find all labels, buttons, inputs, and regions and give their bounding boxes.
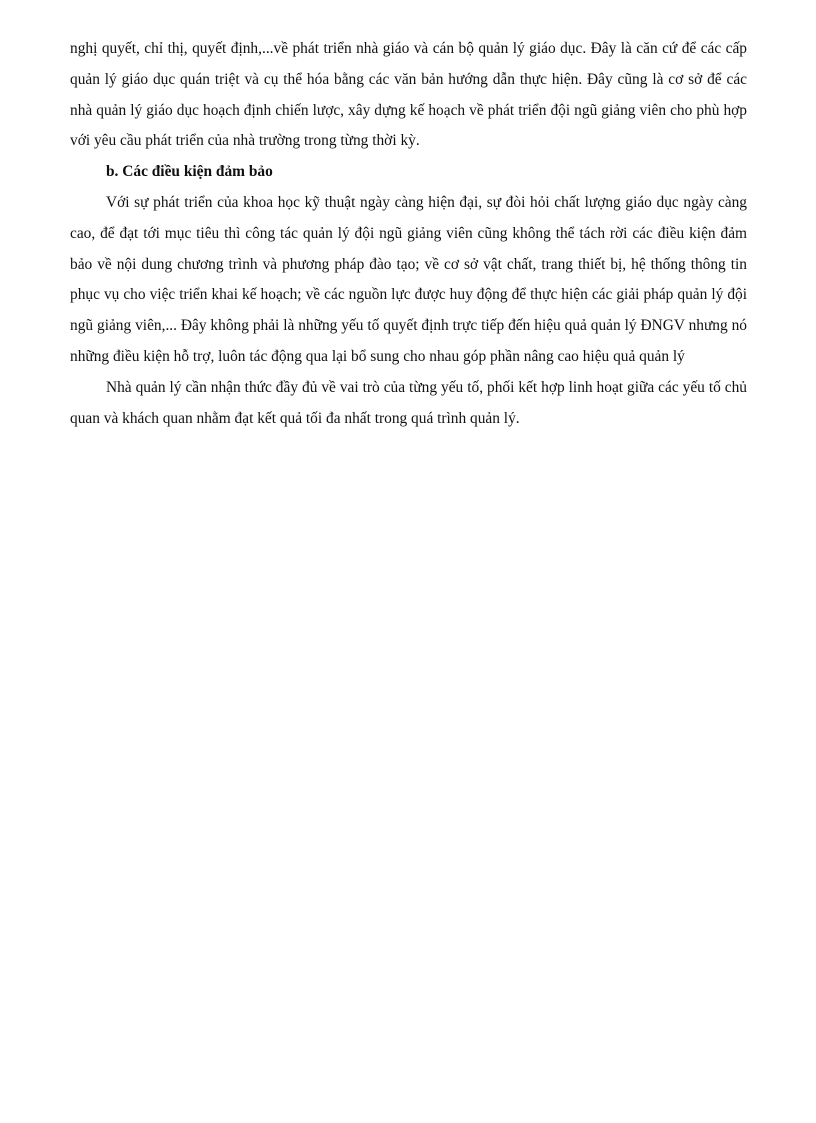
body-paragraph-continuation: nghị quyết, chỉ thị, quyết định,...về phát triển nhà giáo và cán bộ quản lý giáo dục. Đây là căn cứ để các cấp quản lý giáo dục quán triệt và cụ thể hóa bằng các văn bản hướng dẫn thực hiện. Đây cũng là cơ sở để các nhà quản lý giáo dục hoạch định chiến lược, xây dựng kế hoạch về phát triển đội ngũ giảng viên cho phù hợp với yêu cầu phát triển của nhà trường trong từng thời kỳ. bbox=[70, 40, 747, 150]
body-paragraph-conclusion: Nhà quản lý cần nhận thức đầy đủ về vai trò của từng yếu tố, phối kết hợp linh hoạt giữa các yếu tố chủ quan và khách quan nhằm đạt kết quả tối đa nhất trong quá trình quản lý. bbox=[70, 378, 747, 427]
section-heading-b: b. Các điều kiện đảm bảo bbox=[106, 163, 273, 181]
document-page bbox=[70, 34, 747, 434]
body-paragraph-conditions: Với sự phát triển của khoa học kỹ thuật ngày càng hiện đại, sự đòi hỏi chất lượng giáo dục ngày càng cao, để đạt tới mục tiêu thì công tác quản lý đội ngũ giảng viên cũng không thể tách rời các điều kiện đảm bảo về nội dung chương trình và phương pháp đào tạo; về cơ sở vật chất, trang thiết bị, hệ thống thông tin phục vụ cho việc triển khai kế hoạch; về các nguồn lực được huy động để thực hiện các giải pháp quản lý đội ngũ giảng viên,... Đây không phải là những yếu tố quyết định trực tiếp đến hiệu quả quản lý ĐNGV nhưng nó những điều kiện hỗ trợ, luôn tác động qua lại bổ sung cho nhau góp phần nâng cao hiệu quả quản lý bbox=[70, 193, 747, 365]
